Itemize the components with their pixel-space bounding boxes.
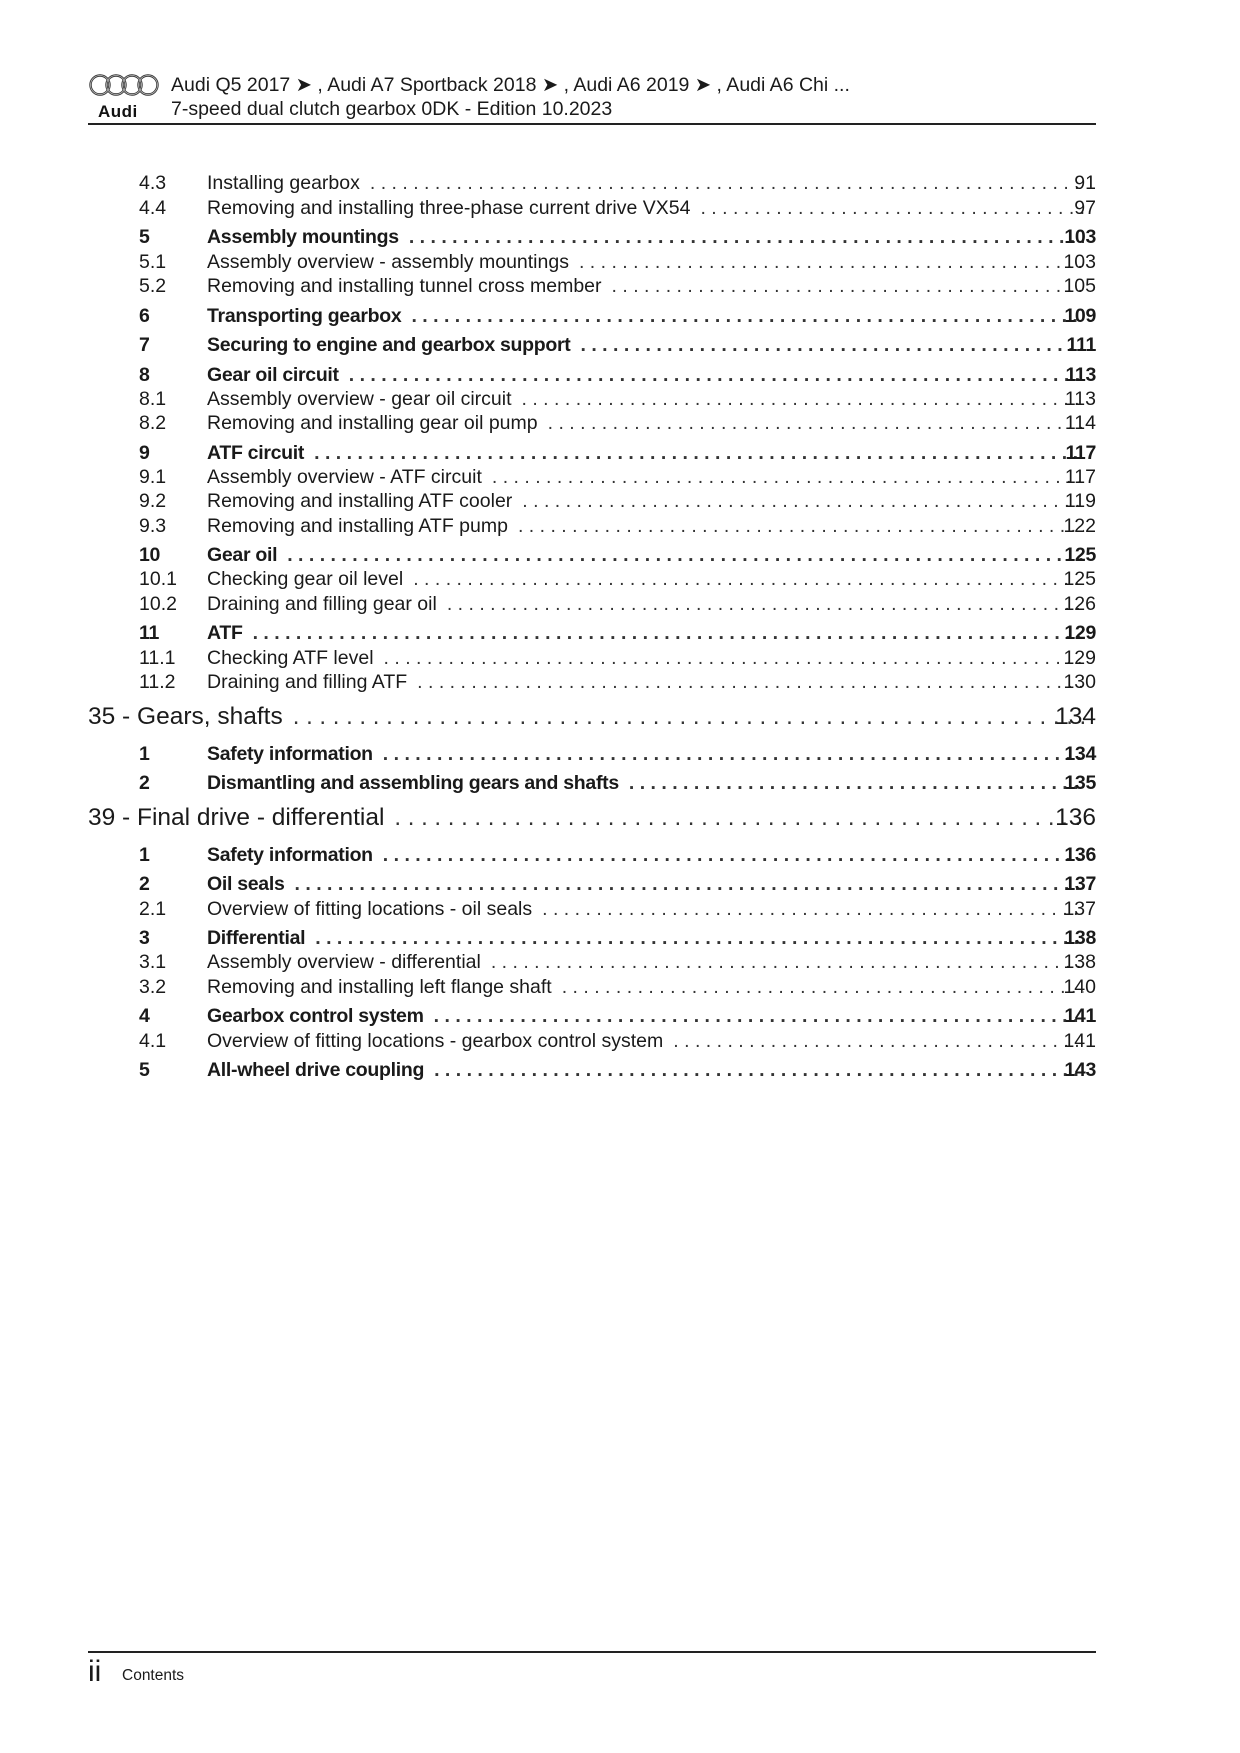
toc-chapter[interactable] bbox=[0, 703, 1240, 733]
toc-entry-title[interactable]: Removing and installing gear oil pump bbox=[207, 412, 538, 434]
dot-leader bbox=[673, 1030, 1084, 1053]
toc-entry-number: 8.1 bbox=[139, 388, 167, 410]
toc-entry-title-wrap bbox=[207, 364, 1096, 387]
toc-entry-page[interactable]: 138 bbox=[1064, 927, 1096, 949]
dot-leader bbox=[293, 703, 1084, 731]
toc-entry-page[interactable]: 136 bbox=[1055, 804, 1096, 831]
toc-entry-number: 1 bbox=[139, 743, 150, 765]
toc-entry-title-wrap bbox=[88, 804, 1096, 832]
toc-entry-title-wrap bbox=[207, 1005, 1096, 1028]
audi-rings-icon bbox=[88, 72, 160, 98]
dot-leader bbox=[253, 622, 1084, 645]
toc-entry-number: 11.1 bbox=[139, 647, 176, 669]
toc-entry-page[interactable]: 109 bbox=[1064, 305, 1096, 327]
toc-entry-title[interactable]: Safety information bbox=[207, 844, 373, 866]
toc-subsection[interactable] bbox=[0, 1030, 1240, 1054]
dot-leader bbox=[434, 1005, 1084, 1028]
dot-leader bbox=[522, 388, 1084, 411]
dot-leader bbox=[548, 412, 1084, 435]
toc-entry-page[interactable]: 134 bbox=[1055, 703, 1096, 730]
toc-entry-title-wrap bbox=[88, 703, 1096, 731]
toc-subsection[interactable] bbox=[0, 197, 1240, 221]
toc-entry-number: 5.2 bbox=[139, 275, 167, 297]
toc-entry-title[interactable]: Removing and installing tunnel cross member bbox=[207, 275, 602, 297]
toc-entry-title[interactable]: Removing and installing left flange shaft bbox=[207, 976, 552, 998]
toc-entry-page[interactable]: 129 bbox=[1064, 622, 1096, 644]
dot-leader bbox=[383, 844, 1084, 867]
toc-entry-title-wrap bbox=[207, 275, 1096, 298]
toc-entry-page[interactable]: 97 bbox=[1074, 197, 1096, 219]
toc-entry-page[interactable]: 113 bbox=[1064, 388, 1096, 410]
footer-section-label: Contents bbox=[122, 1667, 185, 1684]
toc-entry-title-wrap bbox=[207, 334, 1096, 357]
header-subtitle: 7-speed dual clutch gearbox 0DK - Edition 10.2023 bbox=[171, 98, 613, 120]
toc-entry-title-wrap bbox=[207, 388, 1096, 411]
toc-entry-number: 11 bbox=[139, 622, 160, 644]
dot-leader bbox=[579, 251, 1084, 274]
toc-entry-number: 5 bbox=[139, 1059, 150, 1081]
toc-entry-page[interactable]: 117 bbox=[1064, 466, 1096, 488]
dot-leader bbox=[409, 226, 1084, 249]
dot-leader bbox=[447, 593, 1084, 616]
toc-subsection[interactable] bbox=[0, 466, 1240, 490]
toc-entry-number: 10 bbox=[139, 544, 161, 566]
toc-entry-page[interactable]: 122 bbox=[1063, 515, 1096, 537]
toc-entry-title-wrap bbox=[207, 898, 1096, 921]
toc-entry-title-wrap bbox=[207, 622, 1096, 645]
toc-entry-title[interactable]: Removing and installing three-phase current drive VX54 bbox=[207, 197, 691, 219]
toc-entry-title[interactable]: ATF circuit bbox=[207, 442, 305, 464]
header-models: Audi Q5 2017 ➤ , Audi A7 Sportback 2018 ➤ , Audi A6 2019 ➤ , Audi A6 Chi ... bbox=[171, 74, 850, 96]
toc-entry-title[interactable]: Gearbox control system bbox=[207, 1005, 424, 1027]
toc-subsection[interactable] bbox=[0, 275, 1240, 299]
toc-entry-title-wrap bbox=[207, 226, 1096, 249]
toc-section[interactable] bbox=[0, 1059, 1240, 1083]
toc-entry-number: 5 bbox=[139, 226, 150, 248]
toc-entry-title-wrap bbox=[207, 671, 1096, 694]
toc-subsection[interactable] bbox=[0, 251, 1240, 275]
toc-entry-title[interactable]: Removing and installing ATF cooler bbox=[207, 490, 513, 512]
toc-entry-number: 3 bbox=[139, 927, 150, 949]
toc-subsection[interactable] bbox=[0, 172, 1240, 196]
toc-entry-title-wrap bbox=[207, 844, 1096, 867]
toc-entry-title-wrap bbox=[207, 490, 1096, 513]
toc-subsection[interactable] bbox=[0, 647, 1240, 671]
dot-leader bbox=[542, 898, 1084, 921]
toc-subsection[interactable] bbox=[0, 951, 1240, 975]
dot-leader bbox=[413, 568, 1084, 591]
dot-leader bbox=[562, 976, 1084, 999]
toc-entry-number: 1 bbox=[139, 844, 150, 866]
toc-entry-page[interactable]: 114 bbox=[1064, 412, 1096, 434]
toc-entry-title-wrap bbox=[207, 172, 1096, 195]
toc-entry-number: 4.3 bbox=[139, 172, 167, 194]
toc-entry-page[interactable]: 126 bbox=[1063, 593, 1096, 615]
toc-section[interactable] bbox=[0, 772, 1240, 796]
dot-leader bbox=[394, 804, 1084, 832]
toc-entry-title[interactable]: Assembly overview - differential bbox=[207, 951, 481, 973]
toc-subsection[interactable] bbox=[0, 515, 1240, 539]
dot-leader bbox=[700, 197, 1084, 220]
toc-entry-page[interactable]: 117 bbox=[1065, 442, 1096, 464]
toc-entry-title-wrap bbox=[207, 466, 1096, 489]
toc-chapter[interactable] bbox=[0, 804, 1240, 834]
dot-leader bbox=[491, 951, 1084, 974]
toc-entry-page[interactable]: 129 bbox=[1063, 647, 1096, 669]
toc-entry-page[interactable]: 140 bbox=[1063, 976, 1096, 998]
toc-subsection[interactable] bbox=[0, 388, 1240, 412]
toc-entry-title[interactable]: Assembly overview - ATF circuit bbox=[207, 466, 482, 488]
toc-entry-number: 2.1 bbox=[139, 898, 167, 920]
toc-entry-title[interactable]: Gear oil circuit bbox=[207, 364, 339, 386]
toc-section[interactable] bbox=[0, 364, 1240, 388]
toc-entry-title-wrap bbox=[207, 412, 1096, 435]
toc-section[interactable] bbox=[0, 1005, 1240, 1029]
toc-entry-number: 2 bbox=[139, 873, 150, 895]
toc-entry-number: 10.2 bbox=[139, 593, 177, 615]
toc-entry-title[interactable]: Differential bbox=[207, 927, 306, 949]
toc-entry-title[interactable]: Overview of fitting locations - oil seals bbox=[207, 898, 533, 920]
dot-leader bbox=[383, 743, 1084, 766]
toc-entry-title-wrap bbox=[207, 305, 1096, 328]
dot-leader bbox=[315, 927, 1084, 950]
header-divider bbox=[88, 123, 1096, 125]
toc-entry-title-wrap bbox=[207, 743, 1096, 766]
toc-entry-page[interactable]: 111 bbox=[1066, 334, 1096, 356]
toc-entry-title-wrap bbox=[207, 873, 1096, 896]
dot-leader bbox=[411, 305, 1084, 328]
toc-entry-page[interactable]: 125 bbox=[1064, 544, 1096, 566]
toc-entry-number: 9.2 bbox=[139, 490, 167, 512]
toc-entry-page[interactable]: 91 bbox=[1074, 172, 1096, 194]
footer-divider bbox=[88, 1651, 1096, 1653]
toc-entry-title[interactable]: Removing and installing ATF pump bbox=[207, 515, 508, 537]
toc-entry-page[interactable]: 135 bbox=[1064, 772, 1096, 794]
dot-leader bbox=[314, 442, 1084, 465]
toc-entry-title[interactable]: Overview of fitting locations - gearbox control system bbox=[207, 1030, 664, 1052]
toc-subsection[interactable] bbox=[0, 568, 1240, 592]
dot-leader bbox=[370, 172, 1084, 195]
toc-entry-title[interactable]: Assembly overview - assembly mountings bbox=[207, 251, 569, 273]
toc-subsection[interactable] bbox=[0, 412, 1240, 436]
toc-entry-title[interactable]: 39 - Final drive - differential bbox=[88, 804, 385, 831]
dot-leader bbox=[287, 544, 1084, 567]
toc-entry-title[interactable]: 35 - Gears, shafts bbox=[88, 703, 283, 730]
toc-entry-title-wrap bbox=[207, 647, 1096, 670]
toc-entry-number: 2 bbox=[139, 772, 150, 794]
toc-entry-title[interactable]: Draining and filling gear oil bbox=[207, 593, 437, 615]
toc-section[interactable] bbox=[0, 743, 1240, 767]
page-header bbox=[88, 70, 1096, 124]
toc-entry-title[interactable]: Oil seals bbox=[207, 873, 285, 895]
toc-entry-title[interactable]: Securing to engine and gearbox support bbox=[207, 334, 571, 356]
toc-subsection[interactable] bbox=[0, 671, 1240, 695]
toc-entry-title[interactable]: Dismantling and assembling gears and shafts bbox=[207, 772, 619, 794]
toc-subsection[interactable] bbox=[0, 898, 1240, 922]
toc-entry-title[interactable]: Transporting gearbox bbox=[207, 305, 402, 327]
toc-entry-number: 8 bbox=[139, 364, 150, 386]
dot-leader bbox=[349, 364, 1084, 387]
toc-entry-title[interactable]: Assembly mountings bbox=[207, 226, 399, 248]
toc-entry-page[interactable]: 125 bbox=[1063, 568, 1096, 590]
toc-entry-number: 4.4 bbox=[139, 197, 167, 219]
toc-entry-page[interactable]: 103 bbox=[1064, 226, 1096, 248]
toc-entry-page[interactable]: 137 bbox=[1063, 898, 1096, 920]
toc-entry-title[interactable]: Gear oil bbox=[207, 544, 278, 566]
toc-entry-number: 5.1 bbox=[139, 251, 167, 273]
toc-entry-number: 4.1 bbox=[139, 1030, 167, 1052]
toc-entry-title-wrap bbox=[207, 442, 1096, 465]
toc-entry-page[interactable]: 136 bbox=[1064, 844, 1096, 866]
toc-section[interactable] bbox=[0, 844, 1240, 868]
toc-entry-title-wrap bbox=[207, 544, 1096, 567]
toc-section[interactable] bbox=[0, 305, 1240, 329]
toc-entry-number: 3.2 bbox=[139, 976, 167, 998]
toc-entry-title[interactable]: Installing gearbox bbox=[207, 172, 360, 194]
toc-subsection[interactable] bbox=[0, 593, 1240, 617]
audi-wordmark: Audi bbox=[98, 102, 138, 121]
toc-section[interactable] bbox=[0, 927, 1240, 951]
toc-entry-number: 9 bbox=[139, 442, 150, 464]
toc-entry-number: 11.2 bbox=[139, 671, 176, 693]
toc-entry-number: 9.3 bbox=[139, 515, 167, 537]
toc-entry-page[interactable]: 138 bbox=[1063, 951, 1096, 973]
toc-entry-title-wrap bbox=[207, 197, 1096, 220]
toc-entry-title-wrap bbox=[207, 772, 1096, 795]
toc-entry-title[interactable]: Assembly overview - gear oil circuit bbox=[207, 388, 512, 410]
toc-entry-title[interactable]: ATF bbox=[207, 622, 243, 644]
toc-entry-title-wrap bbox=[207, 568, 1096, 591]
footer-page-number: ii bbox=[88, 1655, 102, 1688]
toc-entry-number: 10.1 bbox=[139, 568, 177, 590]
toc-entry-title-wrap bbox=[207, 593, 1096, 616]
toc-entry-page[interactable]: 105 bbox=[1063, 275, 1096, 297]
toc-entry-page[interactable]: 143 bbox=[1064, 1059, 1096, 1081]
audi-logo bbox=[88, 72, 160, 122]
toc-entry-title-wrap bbox=[207, 515, 1096, 538]
toc-entry-page[interactable]: 134 bbox=[1064, 743, 1096, 765]
toc-entry-title[interactable]: Draining and filling ATF bbox=[207, 671, 408, 693]
toc-section[interactable] bbox=[0, 873, 1240, 897]
toc-entry-title-wrap bbox=[207, 251, 1096, 274]
toc-section[interactable] bbox=[0, 544, 1240, 568]
toc-subsection[interactable] bbox=[0, 490, 1240, 514]
toc-entry-title-wrap bbox=[207, 976, 1096, 999]
dot-leader bbox=[384, 647, 1084, 670]
toc-entry-number: 9.1 bbox=[139, 466, 167, 488]
toc-entry-page[interactable]: 113 bbox=[1065, 364, 1096, 386]
toc-entry-title-wrap bbox=[207, 951, 1096, 974]
dot-leader bbox=[295, 873, 1084, 896]
toc-entry-page[interactable]: 119 bbox=[1064, 490, 1096, 512]
toc-entry-number: 6 bbox=[139, 305, 150, 327]
toc-entry-title[interactable]: Checking gear oil level bbox=[207, 568, 404, 590]
toc-section[interactable] bbox=[0, 226, 1240, 250]
toc-subsection[interactable] bbox=[0, 976, 1240, 1000]
dot-leader bbox=[518, 515, 1084, 538]
toc-entry-page[interactable]: 141 bbox=[1063, 1030, 1096, 1052]
toc-entry-page[interactable]: 103 bbox=[1063, 251, 1096, 273]
dot-leader bbox=[629, 772, 1084, 795]
toc-entry-title-wrap bbox=[207, 1030, 1096, 1053]
toc-entry-page[interactable]: 141 bbox=[1064, 1005, 1096, 1027]
toc-section[interactable] bbox=[0, 334, 1240, 358]
dot-leader bbox=[434, 1059, 1084, 1082]
dot-leader bbox=[612, 275, 1084, 298]
toc-entry-title[interactable]: Safety information bbox=[207, 743, 373, 765]
toc-section[interactable] bbox=[0, 442, 1240, 466]
toc-entry-number: 4 bbox=[139, 1005, 150, 1027]
toc-entry-number: 8.2 bbox=[139, 412, 167, 434]
toc-entry-page[interactable]: 130 bbox=[1063, 671, 1096, 693]
toc-entry-title[interactable]: All-wheel drive coupling bbox=[207, 1059, 425, 1081]
dot-leader bbox=[492, 466, 1084, 489]
toc-entry-title[interactable]: Checking ATF level bbox=[207, 647, 374, 669]
toc-entry-number: 3.1 bbox=[139, 951, 167, 973]
toc-entry-title-wrap bbox=[207, 1059, 1096, 1082]
toc-entry-page[interactable]: 137 bbox=[1064, 873, 1096, 895]
toc-entry-title-wrap bbox=[207, 927, 1096, 950]
toc-section[interactable] bbox=[0, 622, 1240, 646]
dot-leader bbox=[580, 334, 1084, 357]
dot-leader bbox=[417, 671, 1084, 694]
toc-entry-number: 7 bbox=[139, 334, 150, 356]
dot-leader bbox=[522, 490, 1084, 513]
